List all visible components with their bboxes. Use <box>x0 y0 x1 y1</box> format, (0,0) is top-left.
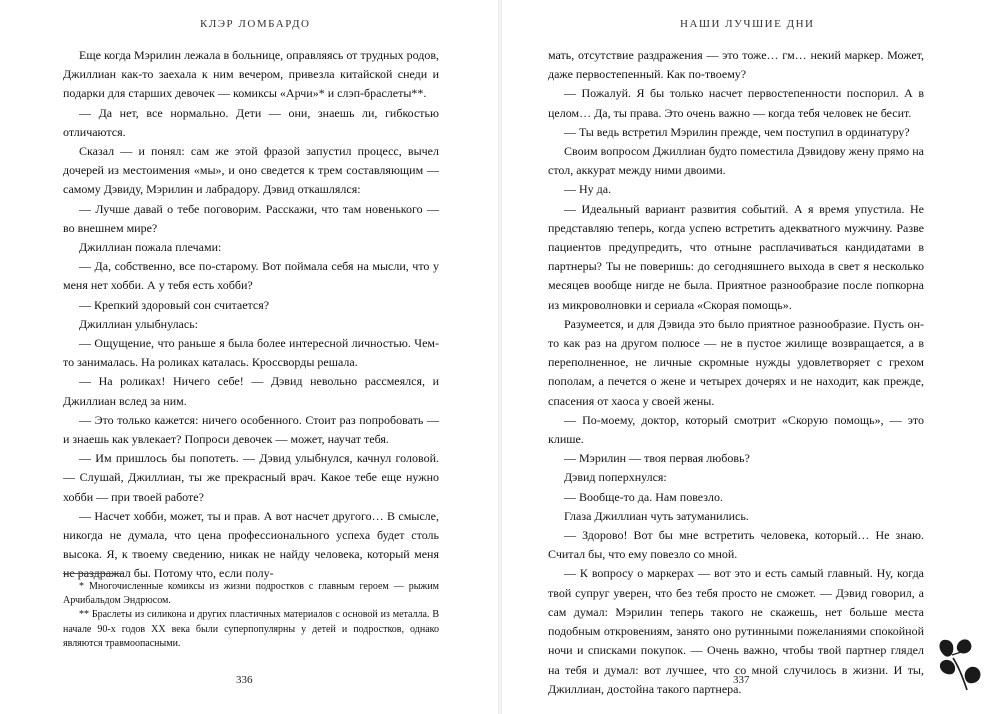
paragraph: — Ты ведь встретил Мэрилин прежде, чем поступил в ординатуру? <box>564 124 910 139</box>
paragraph: — Крепкий здоровый сон считается? <box>79 297 270 312</box>
paragraph: — Да нет, все нормально. Дети — они, знаешь ли, гибкостью отличаются. <box>63 105 439 139</box>
paragraph: — Насчет хобби, может, ты и прав. А вот насчет другого… В смысле, никогда не думала, что цена профессионального успеха будет столь высока. Я, к твоему сведению, никак не найду человека, который меня не раздражал бы. Потому что, если полу- <box>63 508 439 581</box>
paragraph: — Да, собственно, все по-старому. Вот поймала себя на мысли, что у меня нет хобби. А у тебя есть хобби? <box>63 259 439 293</box>
paragraph: Глаза Джиллиан чуть затуманились. <box>564 508 749 523</box>
paragraph: — К вопросу о маркерах — вот это и есть самый главный. Ну, когда твой супруг уверен, что без тебя просто не сможет. — Дэвид говорил, а сам думал: Мэрилин теперь такого не скажешь, нет больше места подобным откровениям, занято оно рутинными пожеланиями спокойной ночи и списками покупок. — Очень важно, чтобы твой партнер глядел на тебя и думал: вот лучшее, что со мной случилось в жизни. И ты, Джиллиан, достойна такого партнера. <box>548 566 924 696</box>
paragraph: — Мэрилин — твоя первая любовь? <box>564 451 750 466</box>
footnote: ** Браслеты из силикона и других пластичных материалов с основой из металла. В начале 90-х годов XX века были суперпопулярны у детей и подростков, однако являются травмоопасными. <box>63 609 439 649</box>
paragraph: — Им пришлось бы попотеть. — Дэвид улыбнулся, качнул головой. — Слушай, Джиллиан, ты же прекрасный врач. Какое тебе еще нужно хобби — при твоей работе? <box>63 451 439 504</box>
left-page-text <box>63 46 439 584</box>
paragraph: — Ощущение, что раньше я была более интересной личностью. Чем-то занималась. На роликах каталась. Кроссворды решала. <box>63 336 439 370</box>
right-page-text <box>548 46 924 699</box>
paragraph: — Это только кажется: ничего особенного. Стоит раз попробовать — и знаешь как увлекает? Попроси девочек — может, научат тебя. <box>63 412 439 447</box>
paragraph: мать, отсутствие раздражения — это тоже… гм… некий маркер. Может, даже первостепенный. Как по-твоему? <box>548 48 924 82</box>
footnote: * Многочисленные комиксы из жизни подростков с главным героем — рыжим Арчибальдом Эндрюсом. <box>63 581 439 607</box>
paragraph: Разумеется, и для Дэвида это было приятное разнообразие. Пусть он-то как раз на другом полюсе — не в пустое жилище возвращается, а в переполненное, не личные скромные нужды удовлетворяет с грехом пополам, а печется о жене и четырех дочерях и не находит, как прежде, спасения от хаоса у своей жены. <box>548 316 924 408</box>
page-number-right: 337 <box>733 674 750 686</box>
ginkgo-leaf-icon <box>935 634 985 694</box>
paragraph: Джиллиан пожала плечами: <box>79 240 222 255</box>
paragraph: — Вообще-то да. Нам повезло. <box>564 489 723 504</box>
paragraph: Дэвид поперхнулся: <box>564 470 667 485</box>
paragraph: Джиллиан улыбнулась: <box>79 316 199 331</box>
paragraph: — Здорово! Вот бы мне встретить человека, который… Не знаю. Считал бы, что ему повезло со мной. <box>548 528 924 562</box>
running-header-title: НАШИ ЛУЧШИЕ ДНИ <box>680 18 815 30</box>
paragraph: — На роликах! Ничего себе! — Дэвид невольно рассмеялся, и Джиллиан вслед за ним. <box>63 374 439 408</box>
footnote-divider <box>63 573 123 574</box>
paragraph: Еще когда Мэрилин лежала в больнице, оправляясь от трудных родов, Джиллиан как-то заехала к ним вечером, привезла китайской снеди и подарки для старших девочек — комиксы «Арчи»* и слэп-браслеты**. <box>63 48 439 101</box>
paragraph: Сказал — и понял: сам же этой фразой запустил процесс, вычел дочерей из местоимения «мы», и оно сведется к трем составляющим — самому Дэвиду, Мэрилин и лабрадору. Дэвид откашлялся: <box>63 144 439 197</box>
page-number-left: 336 <box>236 674 253 686</box>
paragraph: — Лучше давай о тебе поговорим. Расскажи, что там новенького — во внешнем мире? <box>63 201 439 235</box>
paragraph: Своим вопросом Джиллиан будто поместила Дэвидову жену прямо на стол, аккурат между ними двоими. <box>548 144 924 178</box>
running-header-author: КЛЭР ЛОМБАРДО <box>200 18 311 30</box>
book-gutter <box>498 0 502 714</box>
paragraph: — Ну да. <box>564 182 612 197</box>
paragraph: — Пожалуй. Я бы только насчет первостепенности поспорил. А в целом… Да, ты права. Это очень важно — когда тебя человек не бесит. <box>548 86 924 120</box>
paragraph: — По-моему, доктор, который смотрит «Скорую помощь», — это клише. <box>548 412 924 447</box>
footnotes <box>63 580 439 651</box>
paragraph: — Идеальный вариант развития событий. А я время упустила. Не представляю теперь, когда успею встретить адекватного мужчину. Разве пациентов предупредить, что отныне расплачиваться кандидатами в партнеры? Ты не поверишь: до сегодняшнего выхода в свет я несколько месяцев вообще нигде не была. Приятное разнообразие после попкорна из микроволновки и сериала «Скорая помощь». <box>548 201 924 312</box>
